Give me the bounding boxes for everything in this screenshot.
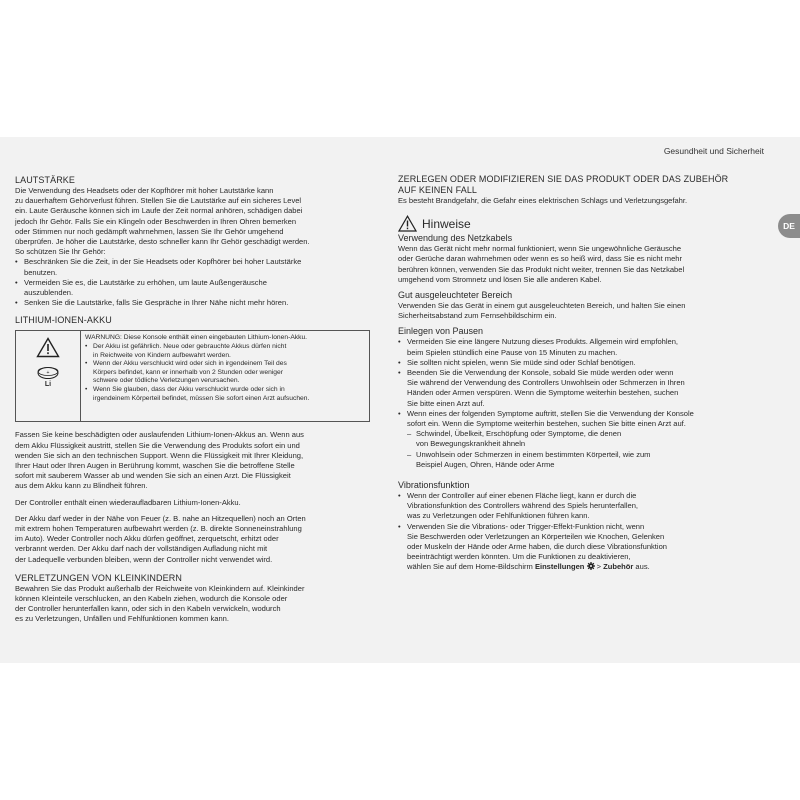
gear-icon (587, 562, 595, 570)
list-item: • Senken Sie die Lautstärke, falls Sie Gespräche in Ihrer Nähe nicht mehr hören. (15, 298, 370, 308)
warning-triangle-icon (398, 215, 417, 232)
warning-triangle-icon (36, 337, 60, 358)
bereich-heading: Gut ausgeleuchteter Bereich (398, 290, 513, 301)
zerlegen-text: Es besteht Brandgefahr, die Gefahr eines elektrischen Schlags und Verletzungsgefahr. (398, 196, 688, 205)
list-item: – Schwindel, Übelkeit, Erschöpfung oder Symptome, die denen von Bewegungskrankheit ähneln (407, 429, 753, 449)
coin-battery-icon (36, 366, 60, 380)
vibration-list (398, 491, 753, 573)
lautstaerke-list (15, 257, 370, 308)
right-column (398, 174, 753, 573)
list-item: • Beschränken Sie die Zeit, in der Sie Headsets oder Kopfhörer bei hoher Lautstärke benutzen. (15, 257, 370, 277)
netzkabel-heading: Verwendung des Netzkabels (398, 233, 513, 244)
pausen-heading: Einlegen von Pausen (398, 326, 484, 337)
zerlegen-heading: ZERLEGEN ODER MODIFIZIEREN SIE DAS PRODUKT ODER DAS ZUBEHÖR AUF KEINEN FALL (398, 174, 729, 195)
list-item: • Beenden Sie die Verwendung der Konsole, sobald Sie müde werden oder wenn Sie während der Verwendung des Controllers Unwohlsein oder Schmerzen in Ihren Händen oder Armen verspüren. Wenn die Symptome weiterhin bestehen, suchen Sie bitte einen Arzt auf. (398, 368, 753, 409)
pausen-list (398, 337, 753, 429)
warning-text: WARNUNG: Diese Konsole enthält einen eingebauten Lithium-Ionen-Akku. • Der Akku ist gefährlich. Neue oder gebrauchte Akkus dürfen nicht in Reichweite von Kindern aufbewahrt werden. • Wenn der Akku verschluckt wird oder sich in irgendeinem Teil des Körpers befindet, kann er innerhalb von 2 Stunden oder weniger schwere oder tödliche Verletzungen verursachen. • Wenn Sie glauben, dass der Akku verschluckt wurde oder sich in irgendeinem Körperteil befindet, müssen Sie sofort einen Arzt aufsuchen. (81, 331, 369, 421)
settings-label: Einstellungen (534, 562, 585, 572)
left-column (15, 175, 370, 625)
kleinkinder-text: Bewahren Sie das Produkt außerhalb der Reichweite von Kleinkindern auf. Kleinkinder können Kleinteile verschlucken, an den Kabeln ziehen, wodurch die Konsole oder der Controller herunterfallen kann, oder sich in den Kabeln verwickeln, wodurch es zu Verletzungen, Unfällen und Fehlfunktionen kommen kann. (15, 583, 305, 624)
list-item: • Wenn Sie glauben, dass der Akku verschluckt wurde oder sich in irgendeinem Körperteil befindet, müssen Sie sofort einen Arzt aufsuchen. (85, 386, 365, 403)
akku-para-3: Der Akku darf weder in der Nähe von Feuer (z. B. nahe an Hitzequellen) noch an Orten mit extrem hohen Temperaturen aufbewahrt werden (z. B. direkte Sonneneinstrahlung im Auto). Weder Controller noch Akku dürfen geöffnet, zerquetscht, erhitzt oder verbrannt werden. Der Akku darf nach der vollständigen Aufladung nicht mit der Ladequelle verbunden bleiben, wenn der Controller nicht verwendet wird. (15, 513, 306, 564)
lautstaerke-heading: LAUTSTÄRKE (15, 175, 76, 185)
kleinkinder-heading: VERLETZUNGEN VON KLEINKINDERN (15, 572, 182, 583)
list-item: • Vermeiden Sie es, die Lautstärke zu erhöhen, um laute Außengeräusche auszublenden. (15, 278, 370, 298)
hinweise-title: Hinweise (398, 215, 753, 232)
list-item: • Der Akku ist gefährlich. Neue oder gebrauchte Akkus dürfen nicht in Reichweite von Kindern aufbewahrt werden. (85, 343, 365, 360)
warning-icons (16, 331, 81, 421)
symptom-list (407, 429, 753, 470)
list-item: • Wenn der Controller auf einer ebenen Fläche liegt, kann er durch die Vibrationsfunktion des Controllers während des Spiels herunterfallen, was zu Verletzungen oder Fehlfunktionen führen kann. (398, 491, 753, 522)
list-item: • Wenn eines der folgenden Symptome auftritt, stellen Sie die Verwendung der Konsole sofort ein. Wenn die Symptome weiterhin bestehen, suchen Sie bitte einen Arzt auf. (398, 409, 753, 429)
list-item: • Vermeiden Sie eine längere Nutzung dieses Produkts. Allgemein wird empfohlen, beim Spielen stündlich eine Pause von 15 Minuten zu machen. (398, 337, 753, 357)
akku-para-2: Der Controller enthält einen wiederaufladbaren Lithium-Ionen-Akku. (15, 497, 241, 507)
list-item: – Unwohlsein oder Schmerzen in einem bestimmten Körperteil, wie zum Beispiel Augen, Ohren, Hände oder Arme (407, 450, 753, 470)
list-item: • Wenn der Akku verschluckt wird oder sich in irgendeinem Teil des Körpers befindet, kann er innerhalb von 2 Stunden oder weniger schwere oder tödliche Verletzungen verursachen. (85, 360, 365, 386)
list-item: • Verwenden Sie die Vibrations- oder Trigger-Effekt-Funktion nicht, wenn Sie Beschwerden oder Verletzungen an Körperteilen wie Knochen, Gelenken oder Muskeln der Hände oder Arme haben, die durch diese Vibrationsfunktion beeinträchtigt werden könnten. Um die Funktionen zu deaktivieren, wählen Sie auf dem Home-Bildschirm Einstellungen > Zubehör aus. (398, 522, 753, 573)
list-item: • Sie sollten nicht spielen, wenn Sie müde sind oder Schlaf benötigen. (398, 358, 753, 368)
netzkabel-text: Wenn das Gerät nicht mehr normal funktioniert, wenn Sie ungewöhnliche Geräusche oder Gerüche daran wahrnehmen oder wenn es so heiß wird, dass Sie es nicht mehr berühren können, verwenden Sie das Produkt nicht weiter, trennen Sie das Netzkabel umgehend vom Stromnetz und lösen Sie alle anderen Kabel. (398, 244, 685, 284)
vibration-heading: Vibrationsfunktion (398, 480, 470, 491)
akku-para-1: Fassen Sie keine beschädigten oder auslaufenden Lithium-Ionen-Akkus an. Wenn aus dem Akku Flüssigkeit austritt, stellen Sie die Verwendung des Produkts sofort ein und wenden Sie sich an den technischen Support. Wenn die Flüssigkeit mit Ihrer Kleidung, Ihrer Haut oder Ihren Augen in Berührung kommt, waschen Sie die betroffene Stelle sofort mit sauberem Wasser ab und wenden Sie sich an einen Arzt. Die Flüssigkeit aus dem Akku kann zu Blindheit führen. (15, 430, 304, 491)
battery-warning-box (15, 330, 370, 422)
manual-page (0, 137, 800, 663)
svg-text:+: + (46, 370, 50, 377)
section-header: Gesundheit und Sicherheit (663, 146, 764, 156)
akku-heading: LITHIUM-IONEN-AKKU (15, 315, 112, 326)
lautstaerke-text: Die Verwendung des Headsets oder der Kopfhörer mit hoher Lautstärke kann zu dauerhaftem Gehörverlust führen. Stellen Sie die Lautstärke auf ein sicheres Level ein. Laute Geräusche können sich im Laufe der Zeit normal anhören, schädigen dabei jedoch Ihr Gehör. Falls Sie ein Klingeln oder Beschwerden in Ihren Ohren bemerken oder Stimmen nur noch gedämpft wahrnehmen, lassen Sie Ihr Gehör umgehend überprüfen. Je höher die Lautstärke, desto schneller kann Ihr Gehör geschädigt werden. So schützen Sie Ihr Gehör: (15, 186, 310, 257)
language-tab: DE (778, 214, 800, 238)
bereich-text: Verwenden Sie das Gerät in einem gut ausgeleuchteten Bereich, und halten Sie einen Sicherheitsabstand zum Fernsehbildschirm ein. (398, 301, 686, 321)
accessories-label: Zubehör (603, 562, 634, 572)
battery-label: Li (44, 381, 52, 389)
